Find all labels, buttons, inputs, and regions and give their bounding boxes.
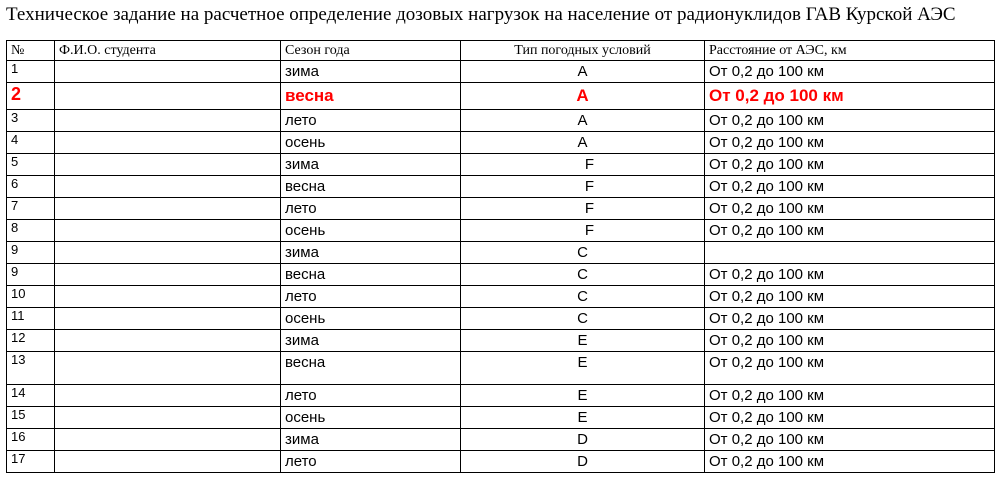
cell-distance: От 0,2 до 100 км <box>705 154 995 176</box>
header-num: № <box>7 41 55 61</box>
cell-num: 14 <box>7 385 55 407</box>
cell-student <box>55 110 281 132</box>
cell-season: зима <box>281 154 461 176</box>
cell-num: 12 <box>7 330 55 352</box>
cell-weather <box>461 154 705 176</box>
table-row <box>7 352 995 385</box>
cell-distance: От 0,2 до 100 км <box>705 308 995 330</box>
cell-weather: C <box>461 308 705 330</box>
weather-value: F <box>584 200 595 217</box>
cell-weather: C <box>461 242 705 264</box>
table-row <box>7 308 995 330</box>
cell-distance: От 0,2 до 100 км <box>705 83 995 110</box>
cell-season: весна <box>281 83 461 110</box>
cell-distance: От 0,2 до 100 км <box>705 286 995 308</box>
cell-season: осень <box>281 132 461 154</box>
cell-distance: От 0,2 до 100 км <box>705 330 995 352</box>
cell-student <box>55 385 281 407</box>
cell-season: весна <box>281 352 461 385</box>
cell-student <box>55 176 281 198</box>
header-student: Ф.И.О. студента <box>55 41 281 61</box>
weather-value: F <box>584 156 595 173</box>
cell-weather: A <box>461 61 705 83</box>
cell-num: 1 <box>7 61 55 83</box>
cell-student <box>55 154 281 176</box>
cell-weather: E <box>461 385 705 407</box>
cell-season: лето <box>281 286 461 308</box>
cell-season: лето <box>281 110 461 132</box>
cell-season: зима <box>281 242 461 264</box>
cell-distance <box>705 242 995 264</box>
table-row <box>7 198 995 220</box>
header-weather: Тип погодных условий <box>461 41 705 61</box>
cell-student <box>55 220 281 242</box>
cell-num: 16 <box>7 429 55 451</box>
cell-season: осень <box>281 220 461 242</box>
cell-num: 3 <box>7 110 55 132</box>
cell-num: 17 <box>7 451 55 473</box>
cell-weather: E <box>461 407 705 429</box>
cell-student <box>55 352 281 385</box>
cell-num: 9 <box>7 264 55 286</box>
cell-distance: От 0,2 до 100 км <box>705 385 995 407</box>
cell-season: весна <box>281 264 461 286</box>
cell-weather: C <box>461 264 705 286</box>
cell-distance: От 0,2 до 100 км <box>705 61 995 83</box>
cell-num: 10 <box>7 286 55 308</box>
cell-student <box>55 61 281 83</box>
table-row-highlighted <box>7 83 995 110</box>
cell-student <box>55 264 281 286</box>
cell-num: 15 <box>7 407 55 429</box>
table-row <box>7 110 995 132</box>
cell-student <box>55 286 281 308</box>
weather-value: F <box>584 178 595 195</box>
header-season: Сезон года <box>281 41 461 61</box>
assignment-table <box>6 40 995 473</box>
cell-weather <box>461 198 705 220</box>
cell-weather: A <box>461 110 705 132</box>
cell-num: 4 <box>7 132 55 154</box>
table-row <box>7 407 995 429</box>
cell-student <box>55 198 281 220</box>
cell-distance: От 0,2 до 100 км <box>705 407 995 429</box>
table-row <box>7 385 995 407</box>
cell-student <box>55 429 281 451</box>
table-row <box>7 264 995 286</box>
cell-distance: От 0,2 до 100 км <box>705 352 995 385</box>
table-row <box>7 132 995 154</box>
table-row <box>7 220 995 242</box>
cell-num: 13 <box>7 352 55 385</box>
table-row <box>7 286 995 308</box>
cell-weather: D <box>461 429 705 451</box>
cell-distance: От 0,2 до 100 км <box>705 264 995 286</box>
cell-season: зима <box>281 429 461 451</box>
cell-season: зима <box>281 61 461 83</box>
cell-weather: A <box>461 132 705 154</box>
cell-num: 7 <box>7 198 55 220</box>
cell-weather <box>461 176 705 198</box>
cell-student <box>55 330 281 352</box>
cell-student <box>55 451 281 473</box>
cell-student <box>55 407 281 429</box>
cell-distance: От 0,2 до 100 км <box>705 132 995 154</box>
cell-student <box>55 83 281 110</box>
cell-num: 6 <box>7 176 55 198</box>
table-row <box>7 154 995 176</box>
cell-season: осень <box>281 407 461 429</box>
table-row <box>7 330 995 352</box>
cell-num: 11 <box>7 308 55 330</box>
header-distance: Расстояние от АЭС, км <box>705 41 995 61</box>
cell-num: 9 <box>7 242 55 264</box>
weather-value: F <box>584 222 595 239</box>
cell-student <box>55 242 281 264</box>
document-title: Техническое задание на расчетное определение дозовых нагрузок на население от радионуклидов ГАВ Курской АЭС <box>6 4 956 25</box>
cell-season: осень <box>281 308 461 330</box>
cell-student <box>55 132 281 154</box>
cell-distance: От 0,2 до 100 км <box>705 176 995 198</box>
table-row <box>7 429 995 451</box>
cell-weather: C <box>461 286 705 308</box>
cell-distance: От 0,2 до 100 км <box>705 451 995 473</box>
cell-distance: От 0,2 до 100 км <box>705 110 995 132</box>
cell-season: зима <box>281 330 461 352</box>
table-row <box>7 176 995 198</box>
cell-weather: A <box>461 83 705 110</box>
cell-season: лето <box>281 198 461 220</box>
cell-season: весна <box>281 176 461 198</box>
table-row <box>7 61 995 83</box>
table-row <box>7 242 995 264</box>
cell-distance: От 0,2 до 100 км <box>705 429 995 451</box>
cell-distance: От 0,2 до 100 км <box>705 220 995 242</box>
cell-num: 8 <box>7 220 55 242</box>
cell-weather: E <box>461 352 705 385</box>
cell-weather: E <box>461 330 705 352</box>
cell-num: 5 <box>7 154 55 176</box>
cell-weather: D <box>461 451 705 473</box>
cell-season: лето <box>281 451 461 473</box>
cell-weather <box>461 220 705 242</box>
cell-season: лето <box>281 385 461 407</box>
table-row <box>7 451 995 473</box>
table-header-row <box>7 41 995 61</box>
cell-student <box>55 308 281 330</box>
cell-num: 2 <box>7 83 55 110</box>
cell-distance: От 0,2 до 100 км <box>705 198 995 220</box>
